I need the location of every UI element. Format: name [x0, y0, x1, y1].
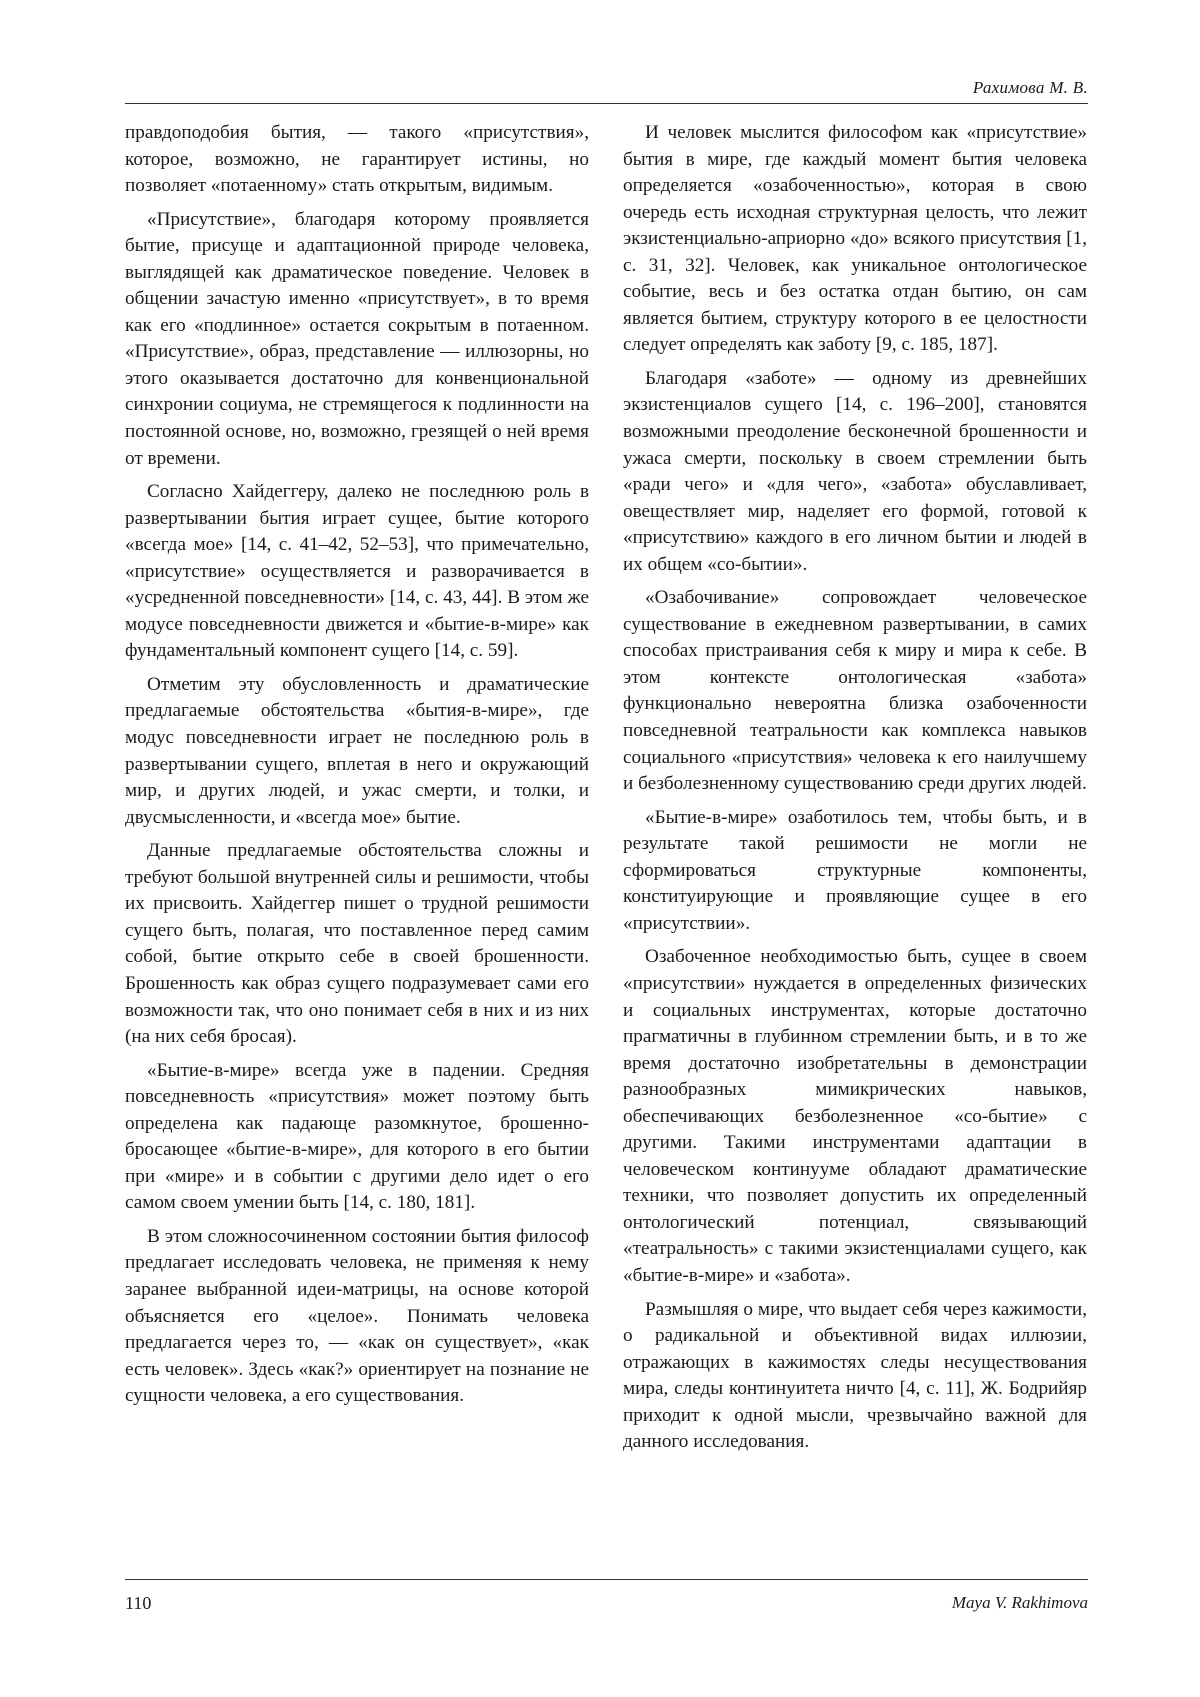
paragraph: Данные предлагаемые обстоятельства сложны и требуют большой внутренней силы и решимости, чтобы их присвоить. Хайдеггер пишет о трудной решимости сущего быть, полагая, что поставленное перед самим собой, бытие открыто себе в своей брошенности. Брошенность как образ сущего подразумевает сами его возможности так, что оно понимает себя в них и из них (на них себя бросая). — [125, 840, 589, 1048]
running-header-author: Рахимова М. В. — [972, 78, 1088, 97]
paragraph: В этом сложносочиненном состоянии бытия философ предлагает исследовать человека, не применяя к нему заранее выбранной идеи-матрицы, на основе которой объясняется его «целое». Понимать человека предлагается через то, — «как он существует», «как есть человек». Здесь «как?» ориентирует на познание не сущности человека, а его существования. — [125, 1225, 589, 1407]
paragraph: Отметим эту обусловленность и драматические предлагаемые обстоятельства «бытия-в-мире», где модус повседневности играет не последнюю роль в развертывании сущего, вплетая в него и окружающий мир, и других людей, и ужас смерти, и толки, и двусмысленности, и «всегда мое» бытие. — [125, 673, 589, 828]
paragraph: «Бытие-в-мире» озаботилось тем, чтобы быть, и в результате такой решимости не могли не сформироваться структурные компоненты, конституирующие и проявляющие сущее в его «присутствии». — [623, 806, 1087, 934]
running-footer-author: Maya V. Rakhimova — [951, 1593, 1088, 1612]
paragraph: правдоподобия бытия, — такого «присутствия», которое, возможно, не гарантирует истины, но позволяет «потаенному» стать открытым, видимым. — [125, 122, 589, 197]
paragraph: И человек мыслится философом как «присутствие» бытия в мире, где каждый момент бытия человека определяется «озабоченностью», которая в свою очередь есть исходная структурная целость, что лежит экзистенциально-априорно «до» всякого присутствия [1, с. 31, 32]. Человек, как уникальное онтологическое событие, весь и без остатка отдан бытию, он сам является бытием, структуру которого в ее целостности следует определять как заботу [9, с. 185, 187]. — [623, 122, 1087, 356]
paragraph: «Озабочивание» сопровождает человеческое существование в ежедневном развертывании, в самих способах пристраивания себя к миру и мира к себе. В этом контексте онтологическая «забота» функционально невероятна близка озабоченности повседневной театральности как комплекса навыков социального «присутствия» человека к его наилучшему и безболезненному существованию среди других людей. — [623, 587, 1087, 795]
paragraph: Размышляя о мире, что выдает себя через кажимости, о радикальной и объективной видах иллюзии, отражающих в кажимостях следы несуществования мира, следы континуитета ничто [4, с. 11], Ж. Бодрийяр приходит к одной мысли, чрезвычайно важной для данного исследования. — [623, 1298, 1087, 1453]
paragraph: «Присутствие», благодаря которому проявляется бытие, присуще и адаптационной природе человека, выглядящей как драматическое поведение. Человек в общении зачастую именно «присутствует», в то время как его «подлинное» остается сокрытым в потаенном. «Присутствие», образ, представление — иллюзорны, но этого оказывается достаточно для конвенциональной синхронии социума, не стремящегося к подлинности на постоянной основе, но, возможно, грезящей о ней время от времени. — [125, 208, 589, 469]
footer-rule — [125, 1579, 1088, 1580]
right-column — [623, 120, 1087, 1463]
paragraph: Благодаря «заботе» — одному из древнейших экзистенциалов сущего [14, с. 196–200], становятся возможными преодоление бесконечной брошенности и ужаса смерти, поскольку в своем стремлении быть «ради чего» и «для чего», «забота» обуславливает, овеществляет мир, наделяет его формой, готовой к «присутствию» каждого в его личном бытии и людей в их общем «со-бытии». — [623, 367, 1087, 575]
paragraph: Озабоченное необходимостью быть, сущее в своем «присутствии» нуждается в определенных физических и социальных инструментах, которые достаточно прагматичны в глубинном стремлении быть, и в то же время достаточно изобретательны в демонстрации разнообразных мимикрических навыков, обеспечивающих безболезненное «со-бытие» с другими. Такими инструментами адаптации в человеческом континууме обладают драматические техники, что позволяет допустить их определенный онтологический потенциал, связывающий «театральность» с такими экзистенциалами сущего, как «бытие-в-мире» и «забота». — [623, 946, 1087, 1286]
paragraph: Согласно Хайдеггеру, далеко не последнюю роль в развертывании бытия играет сущее, бытие которого «всегда мое» [14, с. 41–42, 52–53], что примечательно, «присутствие» осуществляется и разворачивается в «усредненной повседневности» [14, с. 43, 44]. В этом же модусе повседневности движется и «бытие-в-мире» как фундаментальный компонент сущего [14, с. 59]. — [125, 481, 589, 662]
paragraph: «Бытие-в-мире» всегда уже в падении. Средняя повседневность «присутствия» может поэтому быть определена как падающе разомкнутое, брошенно-бросающее «бытие-в-мире», для которого в его бытии при «мире» и в событии с другими дело идет о его самом своем умении быть [14, с. 180, 181]. — [125, 1059, 589, 1214]
page-number: 110 — [125, 1593, 152, 1613]
header-rule — [125, 103, 1088, 104]
left-column — [125, 120, 589, 1417]
